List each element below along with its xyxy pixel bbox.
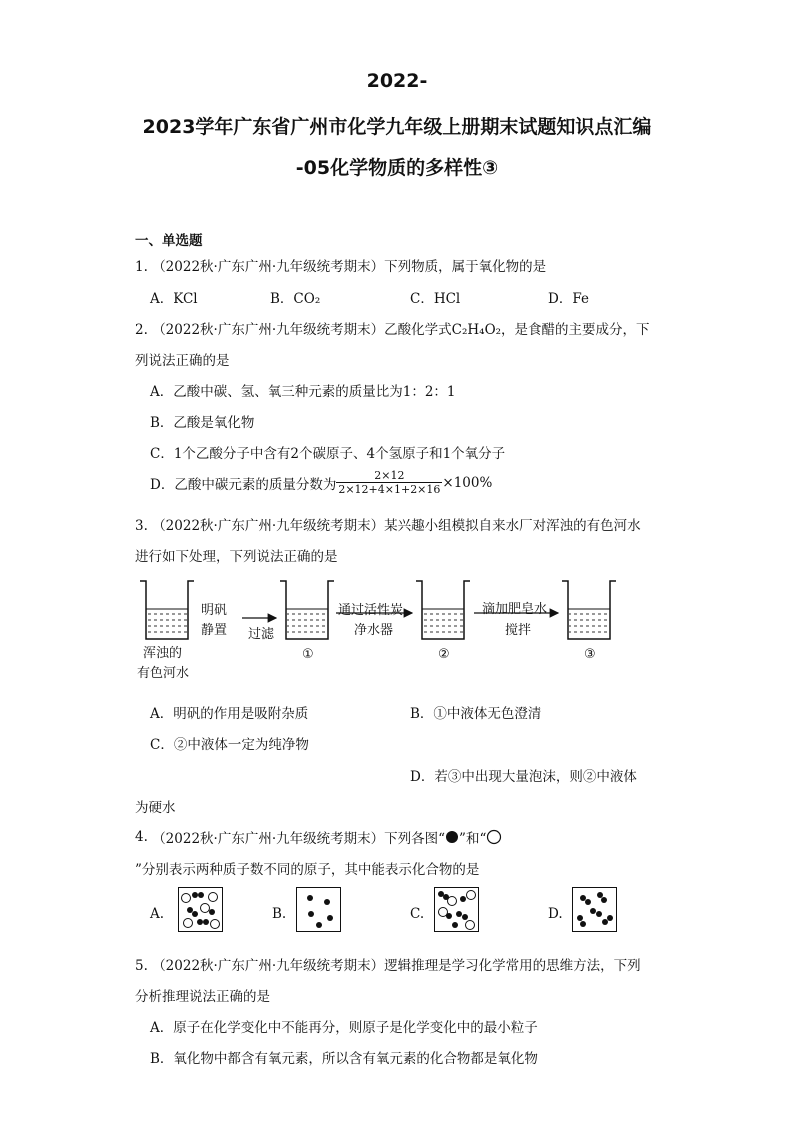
q4-option-d-box[interactable]: [572, 887, 617, 932]
question-text: 下列物质，属于氧化物的是: [384, 259, 547, 275]
title-line-3: -05化学物质的多样性③: [295, 157, 499, 179]
q3-option-c: C．②中液体一定为纯净物: [150, 737, 309, 753]
q2-option-d: [150, 469, 492, 496]
q2-option-d-prefix: D．乙酸中碳元素的质量分数为: [150, 476, 337, 493]
fraction-numerator: 2×12: [336, 469, 442, 483]
q3-option-d-cont: 为硬水: [135, 800, 176, 816]
question-number: 4.: [135, 829, 148, 845]
question-source: （2022秋·广东广州·九年级统考期末）: [152, 958, 385, 974]
title-line-2: 2023学年广东省广州市化学九年级上册期末试题知识点汇编: [142, 116, 652, 138]
question-text-mid: ”和“: [459, 831, 487, 847]
q4-option-a-figure: [179, 888, 221, 930]
question-4-stem: [135, 827, 502, 847]
question-source: （2022秋·广东广州·九年级统考期末）: [152, 518, 385, 534]
step1-label-bottom: 静置: [201, 623, 228, 638]
beaker-1: [280, 581, 334, 639]
beaker-mark-1: ①: [302, 647, 314, 662]
question-text: 下列各图“: [384, 831, 446, 847]
question-5-stem: [135, 954, 641, 974]
q1-option-d: D．Fe: [548, 291, 589, 307]
question-text: 某兴趣小组模拟自来水厂对浑浊的有色河水: [384, 518, 641, 534]
start-label-2: 有色河水: [137, 666, 190, 681]
q1-option-a: A．KCl: [150, 291, 198, 307]
step1-label-top: 明矾: [201, 603, 228, 618]
question-text: 逻辑推理是学习化学常用的思维方法，下列: [384, 958, 641, 974]
q4-option-b-box[interactable]: [296, 887, 341, 932]
black-atom-icon: [445, 830, 459, 844]
question-1-stem: [135, 255, 546, 275]
q4-option-c-label: C.: [410, 906, 425, 922]
step2-label-top: 通过活性炭: [338, 603, 404, 618]
q2-option-a: A．乙酸中碳、氢、氧三种元素的质量比为1：2：1: [150, 384, 456, 400]
question-number: 3.: [135, 518, 148, 534]
step2-label-bottom: 净水器: [354, 623, 394, 638]
q4-option-c-figure: [435, 888, 477, 930]
start-label-1: 浑浊的: [143, 646, 183, 661]
q4-option-d-figure: [573, 888, 615, 930]
beaker-mark-2: ②: [438, 647, 450, 662]
q4-option-a-label: A.: [150, 906, 165, 922]
q5-option-a: A．原子在化学变化中不能再分，则原子是化学变化中的最小粒子: [150, 1020, 538, 1036]
question-source: （2022秋·广东广州·九年级统考期末）: [152, 259, 385, 275]
q2-option-d-suffix: ×100%: [442, 474, 493, 491]
question-3-stem-cont: 进行如下处理，下列说法正确的是: [135, 549, 338, 565]
q1-option-c: C．HCl: [410, 291, 461, 307]
question-2-stem: [135, 318, 650, 338]
beaker-mark-3: ③: [584, 647, 596, 662]
fraction-denominator: 2×12+4×1+2×16: [338, 483, 441, 496]
question-source: （2022秋·广东广州·九年级统考期末）: [152, 831, 385, 847]
question-3-stem: [135, 514, 641, 534]
q5-option-b: B．氧化物中都含有氧元素，所以含有氧元素的化合物都是氧化物: [150, 1051, 538, 1067]
q3-option-b: B．①中液体无色澄清: [410, 706, 542, 722]
q4-option-b-label: B.: [272, 906, 287, 922]
q4-option-b-figure: [297, 888, 339, 930]
q1-option-b: B．CO₂: [270, 291, 321, 307]
step3-label-bottom: 搅拌: [505, 623, 532, 638]
section-heading: 一、单选题: [135, 233, 203, 249]
q2-option-b: B．乙酸是氧化物: [150, 415, 255, 431]
q4-option-a-box[interactable]: [178, 887, 223, 932]
q4-option-d-label: D.: [548, 906, 563, 922]
step3-label-top: 滴加肥皂水: [482, 602, 548, 617]
question-number: 5.: [135, 958, 148, 974]
beaker-start: [140, 581, 194, 639]
mass-fraction: [336, 469, 442, 496]
question-number: 1.: [135, 259, 148, 275]
q4-option-c-box[interactable]: [434, 887, 479, 932]
question-4-stem-cont: ”分别表示两种质子数不同的原子，其中能表示化合物的是: [135, 862, 480, 878]
step1-arrow-label: 过滤: [248, 627, 275, 642]
question-5-stem-cont: 分析推理说法正确的是: [135, 989, 270, 1005]
beaker-2: [416, 581, 470, 639]
question-text: 乙酸化学式C₂H₄O₂，是食醋的主要成分，下: [384, 322, 650, 338]
q3-option-d: D．若③中出现大量泡沫，则②中液体: [410, 769, 637, 785]
question-2-stem-cont: 列说法正确的是: [135, 353, 230, 369]
q2-option-c: C．1个乙酸分子中含有2个碳原子、4个氢原子和1个氧分子: [150, 446, 506, 462]
question-source: （2022秋·广东广州·九年级统考期末）: [152, 322, 385, 338]
question-number: 2.: [135, 322, 148, 338]
q3-option-a: A．明矾的作用是吸附杂质: [150, 706, 309, 722]
white-atom-icon: [486, 829, 502, 845]
beaker-3: [562, 581, 616, 639]
title-line-1: 2022-: [366, 70, 428, 92]
